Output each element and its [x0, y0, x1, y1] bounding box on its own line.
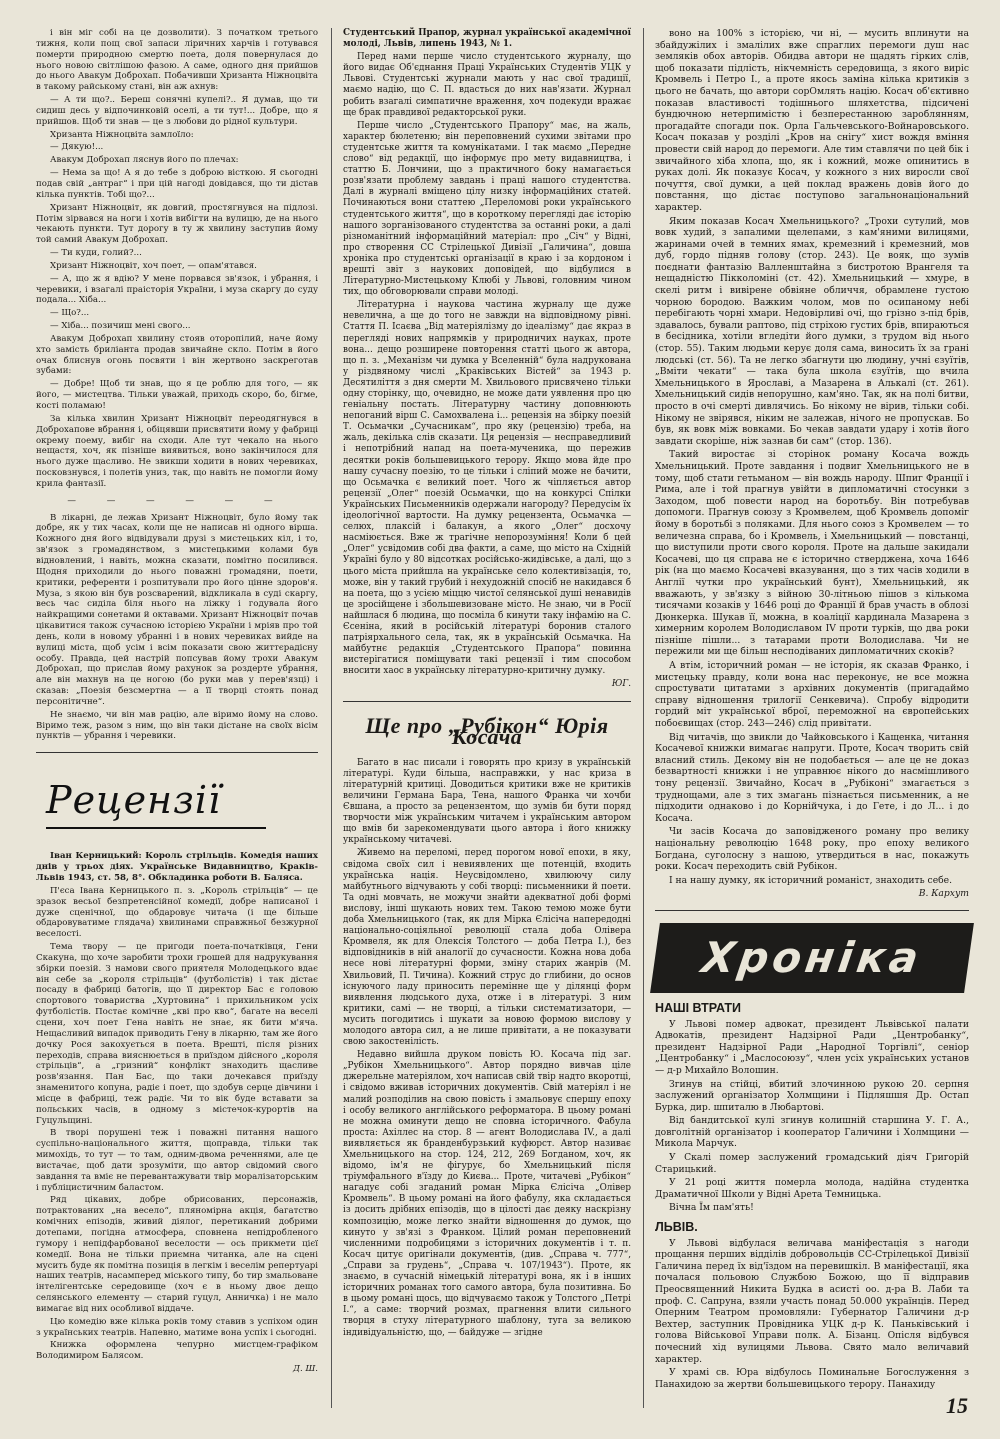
reviews-banner: Рецензії [46, 773, 266, 829]
paragraph: Від бандитської кулі згинув колишній старшина У. Г. А., довголітній організатор і кооператор Галичини і Холмщини — Микола Марчук. [655, 1115, 969, 1150]
column-right [655, 28, 969, 1392]
paragraph: У Львові помер адвокат, президент Львівської палати Адвокатів, президент Надзірної Ради „Центробанку“, президент Надзірної Ради „Народної Торгівлі“, сеніор „Центробанку“ і „Маслосоюзу“, член усіх українських установ — д-р Михайло Волошин. [655, 1018, 969, 1076]
paragraph: Вічна Їм пам'ять! [669, 1202, 754, 1214]
paragraph: Літературна і наукова частина журналу ще дуже невелична, а ще до того не завжди на відповідному рівні. Стаття П. Ісаєва „Від матеріялізму до ідеалізму“ дає якраз в перегляді нових напрямків у природничих науках, проте вона... дещо розширене повторення статті цього ж автора, що п. з. „Механізм чи думка у Вселенній“ була надрукована у різдвяному числі „Краківських Вістей“ за 1943 р. Десятиліття з дня смерти М. Хвильового присвячено тільки одну сторінку, що, очевидно, не може дати уявлення про цю геніальну постать. Літературну частину доповнюють непоганий вірш С. Самохвалена і... рецензія на збірку поезій Т. Осьмачки „Сучасникам“, про яку (рецензію) треба, на жаль, декілька слів сказати. Ця рецензія — несправедливий і непотрібний напад на поета-мученика, що пережив десятки років большевицького терору. Якщо мова йде про нашу сучасну поезію, то це тільки і сліпий може не бачити, що Осьмачка є великий поет. Чого ж чіпляється автор рецензії „Олег“ поезій Осьмачки, що на конкурсі Спілки Українських Письменників одержали нагороду? Передусім їх ідеологічної вартости. На думку рецензента, Осьмачка — селюх, плаксій і балакун, а якого „Олег“ досхочу насміюється. Вже ж трагічне непорозуміння! Коли б цей „Олег“ усвідомив собі два факти, а саме, що місто на Східній Україні було у 80 відсотках російсько-жидівське, а далі, що з цього міста прийшла на українське село колективізація, то, може, він у такий грубий і нехудожній спосіб не накидався б на поета, що з усією міццю чистої селянської душі ненавидів це зросійщене і збольшевизоване місто. Не знаю, чи в Росії найшлася б людина, що посміла б кинути таку інфамію на С. Єсеніна, який в російській літературі боронив сталого патріярхального села, так, як в українській Осьмачка. На майбутнє редакція „Студентського Прапора“ повинна вистерігатися поміщувати такі рецензії і тим способом вносити хаос в українську літературно-критичну думку. [343, 300, 631, 677]
losses-text [655, 1019, 969, 1215]
paragraph: Хризант Ніжноцвіт, хоч поет, — опам'ятався. [50, 260, 257, 271]
paragraph: Живемо на переломі, перед порогом нової епохи, в яку, свідома своїх сил і невиявлених ще потенцій, входить українська нація. Неусвідомлено, хвилюючу силу майбутнього відчувають у собі творці: письменники й поети. Та одні мовчать, не можучи знайти адекватної добі формі вислову, інші шукають нових тем. Такою темою може бути доба Хмельницького (так, як для Мірка Єлісіча напередодні національно-соціяльної революції стала доба Олівера Кромвеля, як для Олексія Толстого — доба Петра І.), без відповідників в ній аналогії до сучасности. Кожна нова доба несе нові літературні форми, зміну старих жанрів (М. Хвильовий, П. Тичина). Кожний струс до глибини, до основ існуючого ладу приносить перемінне ще у ділянці форм виявлення людського духа, отже і в літературі. З ним критики, самі — не творці, а тільки систематизатори, — мусить погодитись і шукати за новою формою вислову у молодого автора сил, а не лише привітати, а не показувати свою закостенілість. [343, 848, 631, 1048]
paragraph: — Хіба... позичиш мені свого... [50, 321, 191, 332]
magazine-review-signature: ЮГ. [611, 679, 631, 690]
paragraph: У 21 році життя померла молода, надійна студентка Драматичної Школи у Відні Арета Темницька. [655, 1177, 969, 1200]
review-book-title: Іван Керницький: Король стрільців. Комедія наших днів у трьох діях. Українське Видавництво, Краків-Львів 1943, ст. 58, 8°. Обкладинка роботи В. Баляса. [36, 851, 318, 883]
review-text [36, 886, 318, 1362]
paragraph: Хризант Ніжноцвіт, як довгий, простягнувся на підлозі. Потім зірвався на ноги і хотів вибігти на вулицю, де на нього чекають пункти. Тут дорогу в ту ж хвилину заступив йому той самий Авакум Доброхап. [36, 202, 318, 246]
paragraph: П'єса Івана Керницького п. з. „Король стрільців“ — це зразок весьої безпретенсійної комедії, добре написаної і дуже сценічної, що обдаровує читача (і ще більше обдаровуватиме глядача) хвилинами справжньої безжурної веселості. [36, 885, 318, 940]
paragraph: Книжка оформлена чепурно мистцем-графіком Володимиром Балясом. [36, 1340, 318, 1362]
lviv-heading: ЛЬВІВ. [655, 1220, 698, 1235]
column-divider [331, 28, 332, 1408]
article-text-continued [655, 28, 969, 886]
paragraph: воно на 100% з історією, чи ні, — мусить вплинути на збайдужілих і змалілих вже спраглих перемоги душ нас земляків обох авторів. Обидва автори не щадять гірких слів, щоб показати підлість, нікчемність середовища, з якого виріс Кромвель і Петро І., а проте якось заміна кілька критиків з цього не бачать, що автори сорОмлять націю. Косач об'єктивно показав властивості тодішнього шляхетства, підсичені бундючною нетерпимістю і безперестанною зароблянням, прогадайте спогади пок. Орла Гальчевського-Войнаровського. Косач показав у розділі „Кров на снігу“ хист вождя вміння провести свій народ до перемоги. Але тим ставлячи по цей бік і звичайного хіба хлопа, що, як і кожний, може опинитись в руках долі. Як показує Косач, у кожного з них виросли свої почуття, свої думки, а цей поклад вражень довів його до повстання, що дістає поступово загальнонаціональний характер. [655, 28, 969, 213]
paragraph: Цю комедію вже кілька років тому ставив з успіхом один з українських театрів. Напевно, матиме вона успіх і сьогодні. [36, 1316, 318, 1338]
paragraph: Згинув на стійці, вбитий злочинною рукою 20. серпня заслужений організатор Холмщини і Підляшшя Др. Остап Бурка, дир. шпиталю в Любартові. [655, 1078, 969, 1113]
paragraph: — Добре! Щоб ти знав, що я це роблю для того, — як його, — мистецтва. Тільки уважай, приходь скоро, бо, бігме, кості поламаю! [36, 379, 318, 411]
paragraph: У Львові відбулася величава маніфестація з нагоди прощання перших відділів добровольців СС-Стрілецької Дивізії Галичина перед їх від'їздом на перевишкіл. В маніфестації, яка почалася польовою Службою Божою, що її відправив Преосвященний Никита Будка в асисті оо. д-ра В. Лаби та проф. С. Сапруна, взяли участь понад 50.000 українців. Перед Оперним Театром промовляли: Губернатор Галичини д-р Вехтер, заступник Провідника УЦК д-р К. Паньківський і голова Військової Управи полк. А. Бізанц. Опісля відбувся почесний хід вулицями Львова. Свято мало величавий характер. [655, 1237, 969, 1365]
article-text [343, 758, 631, 1339]
paragraph: І на нашу думку, як історичний романіст, знаходить себе. [669, 874, 953, 886]
review-signature: Д. Ш. [293, 1364, 318, 1375]
paragraph: Хризанта Ніжноцвіта замлоїло: [50, 129, 194, 140]
paragraph: У храмі св. Юра відбулось Поминальне Богослуження з Панахидою за жертви большевицького терору. Панахиду [655, 1367, 969, 1390]
paragraph: — А, що ж я вдію? У мене порвався зв'язок, і убрання, і черевики, і взагалі праісторія України, і муза скаргу до суду подала... Хіба... [36, 273, 318, 306]
column-divider [643, 28, 644, 1408]
paragraph: А втім, історичний роман — не історія, як сказав Франко, і мистецьку правду, коли вона нас переконує, не все можна спростувати цитатами з архівних документів (пригадаймо справу відношення трилогії Сенкевича). Спробу відродити гордий міт української вброї, переможної на європейських побоєвищах (стор. 243—246) слід привітати. [655, 660, 969, 730]
divider [343, 701, 631, 702]
magazine-review-text [343, 52, 631, 677]
magazine-review-title: Студентський Прапор, журнал української академічної молоді, Львів, липень 1943, № 1. [343, 28, 631, 50]
paragraph: — Ти куди, голий?... [50, 248, 142, 259]
paragraph: Багато в нас писали і говорять про кризу в українській літературі. Куди більша, насправжки, у нас криза в літературній критиці. Доводиться критики вже не критиків величини Германа Бара, Тена, нашого Франка чи хочби Євшана, а просто за рецензентом, що зумів би бути поряд творчости між українським читачем і українським автором що вмів би зарекомендувати цього автора і його книжку українському читачеві. [343, 757, 631, 846]
paragraph: Не знаємо, чи він мав рацію, але віримо йому на слово. Віримо теж, разом з ним, що він таки дістане на своїх вісім пунктів — убрання і черевики. [36, 709, 318, 742]
article-heading: Ще про „Рубікон“ Юрія Косача [365, 712, 609, 749]
paragraph: Перед нами перше число студентського журналу, що його видає Об'єднання Праці Українських Студентів УЦК у Львові. Студентські журнали мають у нас свої традиції, маємо надію, що С. П. вдасться до них нав'язати. Журнал робить взагалі симпатичне враження, хоч подекуди вражає ще брак правдивої редакторської руки. [343, 52, 631, 118]
article-signature: В. Кархут [918, 888, 969, 900]
paragraph: Чи засів Косача до заповідженого роману про велику національну революцію 1648 року, про епоху великого Богдана, суголосну з нашою, утвердиться в нас, покажуть роки. Косач переходить свій Рубікон. [655, 826, 969, 873]
paragraph: У Скалі помер заслужений громадський діяч Григорій Старицький. [655, 1152, 969, 1175]
column-left [36, 28, 318, 1383]
lviv-text [655, 1238, 969, 1391]
paragraph: Перше число „Студентського Прапору“ має, на жаль, характер бюлетеню; він переповнений сухими звітами про студентське життя та комунікатами. І так маємо „Передне слово“ від редакції, що інформує про мету видавництва, і статтю Б. Лончини, що з практичного боку намагається розв'язати проблему завдань і праці нашого студентства. Далі в журналі вміщено цілу низку інформаційних статей. Починаються вони статтею „Переломові роки українського студентського життя“, що в короткому перегляді дає історію нашого зорганізованого студентства за останні роки, а далі різноманітний інформаційний матеріал: про „Січ“ у Відні, про створення СС Стрілецької Дивізії „Галичина“, довша хроніка про студентські організації в краю і за кордоном і врешті звіт з наукових доповідей, що відбулися в Літературно-Мистецькому Клюбі у Львові, головним чином тих, що обговорювали справи молоді. [343, 120, 631, 298]
divider [36, 752, 318, 753]
paragraph: Недавно вийшла друком повість Ю. Косача під заг. „Рубікон Хмельницького“. Автор порядно вивчав ціле джерельне матеріялом, хоч написав свій твір надто вкоротці, і свідомо вживав історичних документів. Свій матеріял і не малий розподілив на свою повість і змальовує спершу епоху і особу великого англійського реформатора. В цьому романі не можна оминути дещо не сповна історичного. Фабула проста: Ахіллес на стор. 8 — агент Володислава IV., а далі виявляється як бранденбурзький куфюрст. Автор називає Хмельницького на стор. 124, 212, 269 Богданом, хоч, як відомо, ім'я не фігурує, бо Хмельницький після тріумфального в'їзду до Києва... Проте, читачеві „Рубікон“ нагадує собі згаданий роман Мірка Єлісіча „Олівер Кромвель“. В цьому романі на його фабулу, яка складається із досить дрібних епізодів, що в цілості дає деяку наскрізну композицію, може легко знайти відношення до думок, що кинуто у зв'язі з Франком. Цілий роман переповнений численними подробицями з історичних документів і т. п. Косач цитує оригінали документів, (див. „Справа ч. 777“, „Справи за грудень“, „Справа ч. 107/1943“). Проте, як знаємо, в сучасній німецькій літературі вона, як і в інших історичних романах того самого автора, була позитивна. Бо в цьому романі щось, що відчуваємо також у Толстого „Петрі І.“, а саме: творчий розмах, прагнення влити сильного творця в стуху літературного шаблону, туга за великою індивідуальністю, що, — байдуже — згідне [343, 1050, 631, 1338]
paragraph: — Нема за що! А я до тебе з доброю вісткою. Я сьогодні подав свій „антраг“ і при цій нагоді довідався, що ти дістав кілька пунктів. Тобі що?... [36, 168, 318, 200]
paragraph: Ряд цікавих, добре обрисованих, персонажів, потрактованих „на весело“, пляномірна акція, багатство комічних епізодів, живий діялог, перетиканий добрими дотепами, погідна атмосфера, сповнена непідробленого гумору і непідфарбованої веселости — ось прикмети цієї комедії. Вона не тільки приємна читанка, але на сцені мусить буде як помітна позиція в легкім і веселім репертуарі наших театрів, насамперед міського типу, бо тир змальоване інтелігентське середовище (хоч є в ньому двоє дещо селянського елементу — старий гуцул, Анничка) і не мало вимагає від них особливої віддаче. [36, 1195, 318, 1314]
paragraph: і він міг собі на це дозволити). З початком третього тижня, коли пощ свої запаси ліричних харчів і готувався померти природною смертю поета, доля повернулася до нього новою світлішою фазою. А саме, одного дня прийшов до нього Авакум Доброхап. Побачивши Хризанта Ніжноцвіта в такому райському стані, він аж ахнув: [36, 28, 318, 93]
paragraph: В творі порушені теж і поважні питання нашого суспільно-національного життя, щоправда, тільки так мимохідь, то тут — то там, одним-двома реченнями, але це вистачає, щоб дати зрозуміти, що автор свідомий свого завдання та вміє не перевантажувати твір моралізаторським і публіцистичним баластом. [36, 1128, 318, 1193]
paragraph: Тема твору — це пригоди поета-початківця, Гени Скакуна, що хоче заробити трохи грошей для надрукування збірки поезій. З намови свого приятеля Молодецького вдає він себе за „короля стрільців“ (футболістів) і так дістає посаду в фабриці батогів, що її директор Бас є головою спортового товариства „Хуртовина“ і прихильником усіх футболістів. Постає комічне „кві про кво“, багате на веселі сцени, хоч поет Гена навіть не знає, як бити м'яча. Нещасливий випадок приводить Гену в лікарню, там же його дочку Рося закохується в поета. Врешті, після різних переходів, справа вияснюється в приїздом дійсного „короля стрільців“, а „гризний“ конфлікт знаходить щасливе розв'язання. Пан Бас, що таки дочекався приїзду знаменитого копуна, радіє і поет, що здобув серце дівчини і місце в фабриці, теж радіє. Чи то вік буде вставати за польських часів, в одному з містечок-курортів на Гуцульщині. [36, 942, 318, 1126]
paragraph: — А ти що?.. Береш сонячні купелі?.. Я думав, що ти сидиш десь у відпочинковій оселі, а ти тут!... Добре, що я прийшов. Щоб ти знав — це з любови до рідної культури. [36, 95, 318, 127]
column-middle [343, 28, 631, 1341]
divider [655, 910, 969, 911]
paragraph: Такий виростає зі сторінок роману Косача вождь Хмельницький. Проте завдання і подвиг Хмельницького не в тому, щоб стати гетьманом — він вождь народу. Шпиг Франції і Рима, але і той прагнув увійти в дипломатичні стосунки з Заходом, щоб повести народ на боротьбу. Він потребував допомоги. Прагнув союзу з Кромвелем, щоб Кромвель допоміг йому в боротьбі з поляками. Для нього союз з Кромвелем — то величезна справа, бо і Кромвель, і Хмельницький — повстанці, що виступили проти свого короля. Проте на дальше закидали Косачеві, що ця справа не є історично стверджена, хоча 1646 рік (на що маємо Косачеві вказування, що з тих часів ходили в Англії чутки про український бунт), Хмельницький, як вважають, у зв'язку з війною 30-літньою пішов з кількома тисячами козаків у 1646 році до Франції й брав участь в облозі Дюнкерка. Шукав її, можна, в коаліції кардинала Мазарена з химерним королем Володиславом IV проти турків, що два роки пізніше пішли... з татарами проти Володислава. Чи не пережили ми ще більш несподіваних дипломатичних скоків? [655, 449, 969, 658]
paragraph: Авакум Доброхап ляснув його по плечах: [50, 155, 239, 166]
paragraph: За кілька хвилин Хризант Ніжноцвіт переодягнувся в Доброхапове вбрання і, обіцявши присвятити йому у фабриці окрему поему, вибіг на сходи. Але тут чекало на нього нещастя, хоч, як пізніше виявиться, воно закінчилося для нього дуже щасливо. Не звикши ходити в нових черевиках, посковзнувся, і полетів униз, так, що навіть не помогли йому крила фантазії. [36, 413, 318, 489]
paragraph: Яким показав Косач Хмельницького? „Трохи сутулий, мов вовк худий, з запалими щелепами, з кам'яними вилицями, жаринами очей в темних ямах, кремезний і кремезний, мов дуб, гордо підняв голову (стор. 243). Це вояк, що зумів поєднати фантазію Валленштайна з бистротою Врангеля та нещадністю Пікколоміні (ст. 42). Хмельницький — хмуре, в скелі ритм і вивірене обвіяне обличчя, обрамлене густою чорною бородою. Важким чолом, мов по осипаному небі перебігають чорні хмари. Недовірливі очі, що грізно з-під брів, здавалось, бували раптово, під стріхою густих брів, впираються в бесідника, хотіли вгледіти його думки, з трудом від нього (стор. 55). Таким людьми керує доля сама, виносить їх за грані людські (ст. 56). Та не легко збагнути цю людину, учні єзуїтів, „Вміти чекати“ — така була школа єзуїтів, що вчила Хмельницького в Ярославі, а Мазарена в Алькалі (ст. 261). Хмельницький сидів непорушно, кам'яно. Так, як на полі битви, просто в очі смерті дивлячись. Бо нікому не вірив, тільки собі. Нікому не звірявся, ніким не залежав, нічого не пропускав. Бо був, як вовк між вовками. Бо чекав завдати удару і хотів його завдати скоріше, ніж зазнав би сам“ (стор. 136). [655, 215, 969, 447]
story-text-continued [36, 513, 318, 743]
paragraph: — Дякую!... [50, 142, 104, 153]
chronicle-banner: Хроніка [650, 923, 974, 993]
section-dashes: — — — — — — [67, 495, 287, 506]
story-text [36, 28, 318, 490]
paragraph: В лікарні, де лежав Хризант Ніжноцвіт, було йому так добре, як у тих часах, коли ще не написав ні одного вірша. Кожного дня його відвідували друзі з мистецьких кіл, і то, зв'язок з громадянством, з мистецькими колами був відновлений, і навіть, можна сказати, помітно посилився. Щодня приходили до нього поважні громадяни, поети, критики, референти і розпитували про його цінне здоров'я. Муза, з якою він був розсварений, відкликала в суді скаргу, весь час сиділа біля нього на ліжку і годувала його найкращими сонетами й октавами. Хризант Ніжноцвіт почав цікавитися також сучасною історією України і мріяв про той день, коли в новому убранні і в нових черевиках вийде на вулиці міста, щоб усім і всім показати свою життєрадісну особу. Правда, цей настрій попсував йому трохи Авакум Доброхап, що прислав йому рахунок за роздерте убрання, але він махнув на це ногою (бо руки мав у перев'язці) і сказав: „Поезія безсмертна — а її творці стоять понад персонітичне“. [36, 512, 318, 707]
losses-heading: НАШІ ВТРАТИ [655, 1000, 742, 1015]
paragraph: Авакум Доброхап хвилину стояв оторопілий, наче йому хто замість бриліанта продав звичайне скло. Потім в його очах блиснув огонь посвяти і він жертвоно заскреготав зубами: [36, 333, 318, 377]
paragraph: Від читачів, що звикли до Чайковського і Кащенка, читання Косачевої книжки вимагає напруги. Проте, Косач творить свій власний стиль. Декому він не подобається — але це не доказ безвартності книжки і не управнює нікого до насмішливого тону рецензії. Звичайно, Косач в „Рубіконі“ змагається з труднощами, але з тих змагань пізнається письменник, а не підходити однаково і до Корнійчука, і до Гете, і до Л... і до Косача. [655, 731, 969, 824]
paragraph: — Що?... [50, 308, 90, 319]
page-number: 15 [946, 1393, 968, 1418]
